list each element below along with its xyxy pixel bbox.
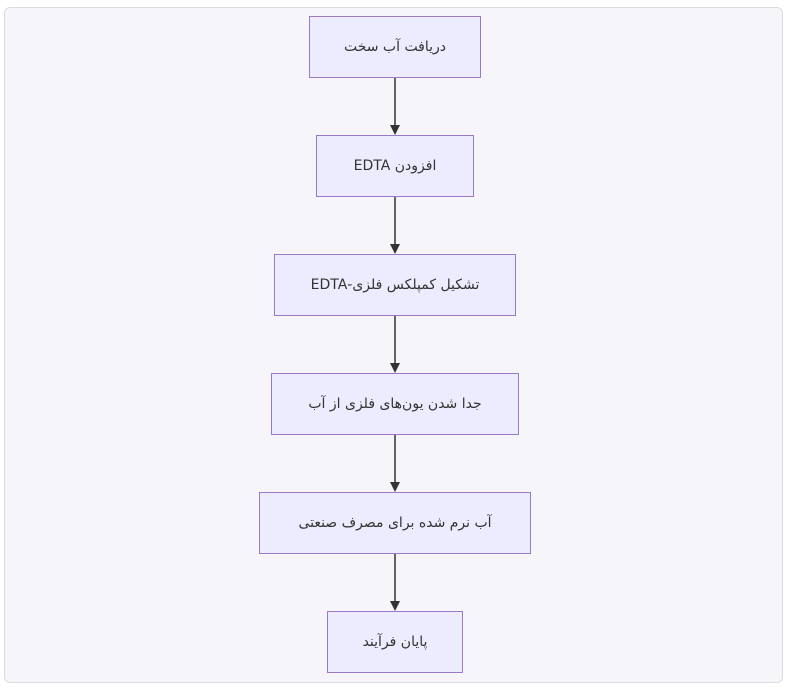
node-softened-water: آب نرم شده برای مصرف صنعتی bbox=[259, 492, 531, 554]
node-form-metal-edta-complex: تشکیل کمپلکس فلزی-EDTA bbox=[274, 254, 516, 316]
node-receive-hard-water: دریافت آب سخت bbox=[309, 16, 481, 78]
node-separate-metal-ions: جدا شدن یون‌های فلزی از آب bbox=[271, 373, 519, 435]
node-add-edta: افزودن EDTA bbox=[316, 135, 474, 197]
node-end-process: پایان فرآیند bbox=[327, 611, 463, 673]
